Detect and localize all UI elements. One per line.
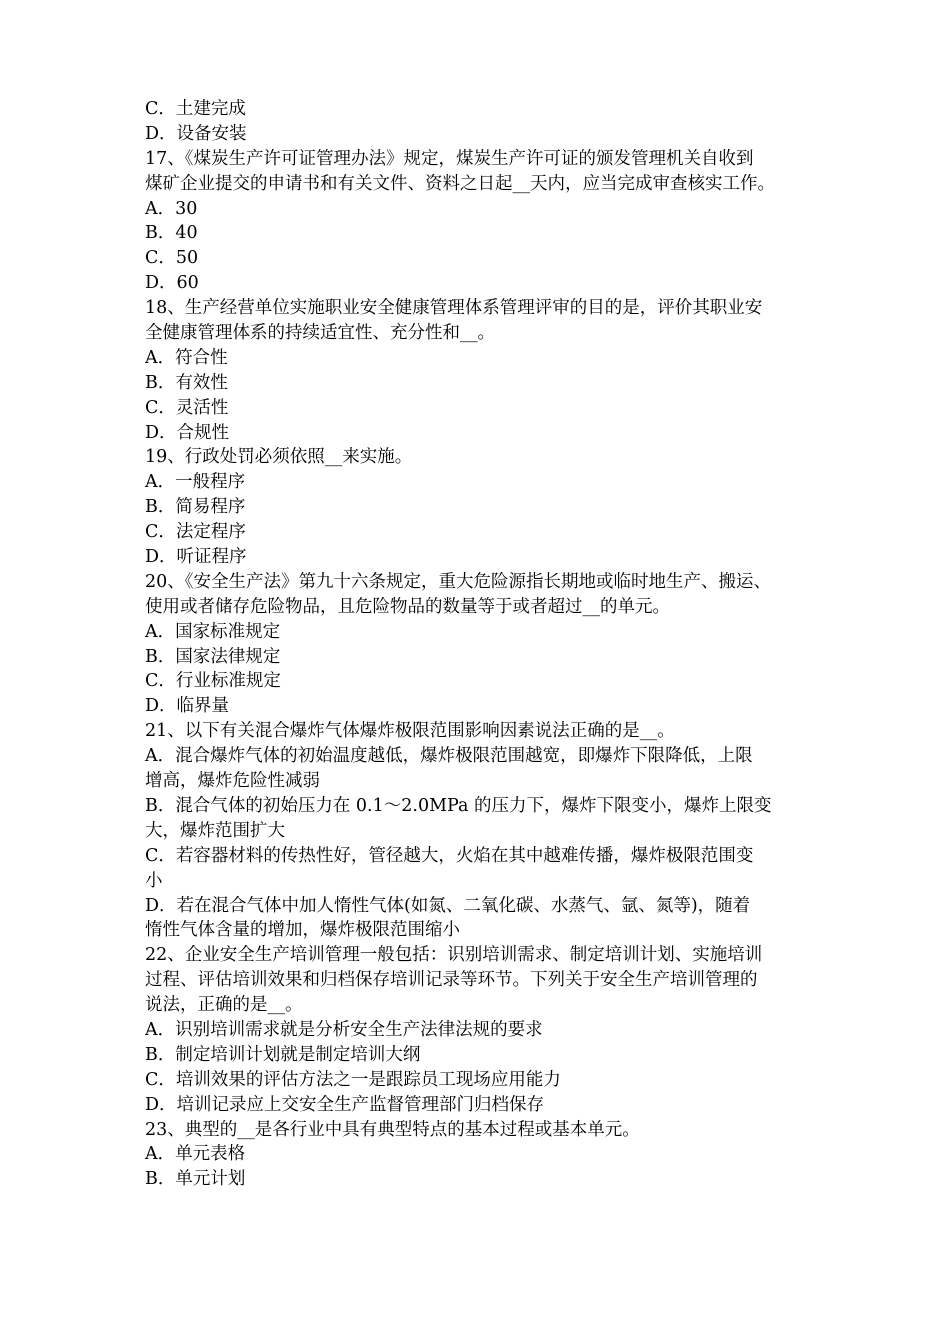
option-d-q19: D．听证程序 xyxy=(145,547,247,568)
option-c-q21-line-1: C．若容器材料的传热性好，管径越大，火焰在其中越难传播，爆炸极限范围变 xyxy=(145,845,754,866)
option-d-q17: D．60 xyxy=(145,273,199,294)
question-18-line-1: 18、生产经营单位实施职业安全健康管理体系管理评审的目的是，评价其职业安 xyxy=(145,298,763,319)
question-22 xyxy=(145,943,815,1018)
option-c-q22: C．培训效果的评估方法之一是跟踪员工现场应用能力 xyxy=(145,1069,561,1090)
question-20-line-2: 使用或者储存危险物品，且危险物品的数量等于或者超过__的单元。 xyxy=(145,596,670,617)
question-22-line-1: 22、企业安全生产培训管理一般包括：识别培训需求、制定培训计划、实施培训 xyxy=(145,945,763,966)
option-c-q19: C．法定程序 xyxy=(145,522,246,543)
question-17-line-1: 17、《煤炭生产许可证管理办法》规定，煤炭生产许可证的颁发管理机关自收到 xyxy=(145,148,754,169)
option-d-q16: D．设备安装 xyxy=(145,123,247,144)
option-a-q19: A．一般程序 xyxy=(145,472,246,493)
option-b-q23: B．单元计划 xyxy=(145,1169,246,1190)
option-c-q16: C．土建完成 xyxy=(145,99,246,119)
option-a-q23: A．单元表格 xyxy=(145,1144,246,1165)
option-a-q21 xyxy=(145,744,815,794)
option-a-q20: A．国家标准规定 xyxy=(145,621,281,642)
question-20-line-1: 20、《安全生产法》第九十六条规定，重大危险源指长期地或临时地生产、搬运、 xyxy=(145,571,772,592)
option-c-q17: C．50 xyxy=(145,248,199,269)
option-c-q18: C．灵活性 xyxy=(145,397,229,418)
option-b-q18: B．有效性 xyxy=(145,372,228,393)
option-a-q17: A．30 xyxy=(145,198,198,219)
question-21: 21、以下有关混合爆炸气体爆炸极限范围影响因素说法正确的是__。 xyxy=(145,721,675,742)
option-b-q22: B．制定培训计划就是制定培训大纲 xyxy=(145,1044,421,1065)
question-22-line-2: 过程、评估培训效果和归档保存培训记录等环节。下列关于安全生产培训管理的 xyxy=(145,970,758,991)
option-b-q21-line-2: 大，爆炸范围扩大 xyxy=(145,820,285,841)
option-b-q21 xyxy=(145,794,815,844)
option-d-q20: D．临界量 xyxy=(145,696,230,717)
option-d-q18: D．合规性 xyxy=(145,422,230,443)
option-d-q21 xyxy=(145,894,815,944)
question-22-line-3: 说法，正确的是__。 xyxy=(145,995,303,1016)
option-a-q18: A．符合性 xyxy=(145,347,228,368)
question-17 xyxy=(145,147,815,197)
question-18-line-2: 全健康管理体系的持续适宜性、充分性和__。 xyxy=(145,323,495,344)
question-17-line-2: 煤矿企业提交的申请书和有关文件、资料之日起__天内，应当完成审查核实工作。 xyxy=(145,173,775,194)
option-c-q20: C．行业标准规定 xyxy=(145,671,281,692)
option-b-q17: B．40 xyxy=(145,223,198,244)
question-23: 23、典型的__是各行业中具有典型特点的基本过程或基本单元。 xyxy=(145,1119,640,1140)
option-b-q21-line-1: B．混合气体的初始压力在 0.1～2.0MPa 的压力下，爆炸下限变小，爆炸上限变 xyxy=(145,795,772,816)
option-a-q21-line-1: A．混合爆炸气体的初始温度越低，爆炸极限范围越宽，即爆炸下限降低，上限 xyxy=(145,746,753,767)
option-d-q21-line-2: 惰性气体含量的增加，爆炸极限范围缩小 xyxy=(145,920,460,941)
option-b-q19: B．简易程序 xyxy=(145,497,246,518)
option-a-q22: A．识别培训需求就是分析安全生产法律法规的要求 xyxy=(145,1019,543,1040)
option-b-q20: B．国家法律规定 xyxy=(145,646,281,667)
option-d-q21-line-1: D．若在混合气体中加人惰性气体(如氮、二氧化碳、水蒸气、氩、氮等)，随着 xyxy=(145,895,751,916)
option-c-q21-line-2: 小 xyxy=(145,870,163,891)
option-d-q22: D．培训记录应上交安全生产监督管理部门归档保存 xyxy=(145,1094,545,1115)
question-18 xyxy=(145,296,815,346)
option-a-q21-line-2: 增高，爆炸危险性减弱 xyxy=(145,771,320,792)
option-c-q21 xyxy=(145,844,815,894)
document-body xyxy=(145,97,815,1192)
question-19: 19、行政处罚必须依照__来实施。 xyxy=(145,447,413,468)
question-20 xyxy=(145,570,815,620)
